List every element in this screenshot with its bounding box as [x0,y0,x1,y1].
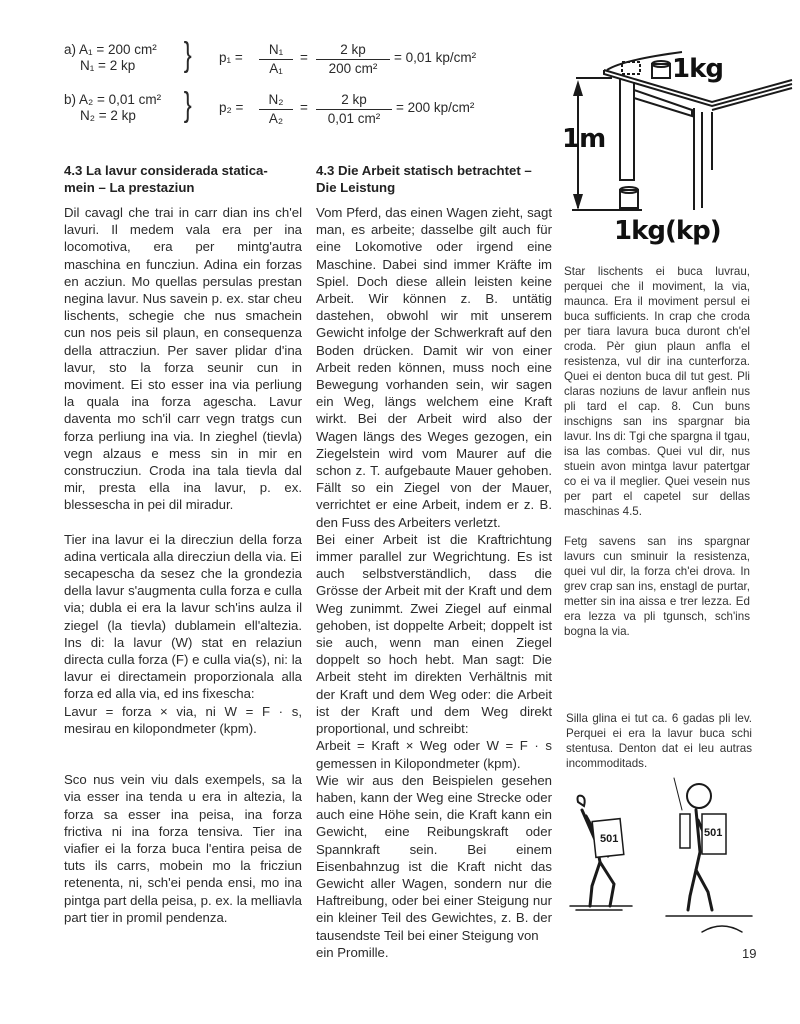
formula-label: a) [64,42,77,57]
brace-symbol: } [183,86,192,124]
right-column-moon-note [566,711,752,771]
moon-walker [666,778,752,932]
formula-result: = 0,01 kp/cm² [394,50,477,65]
fraction-denominator: A₂ [268,111,284,126]
section-heading-german [316,162,552,196]
fraction-numerator: N₁ [259,42,293,60]
formula-pressure-symbol: p₁ = [219,50,243,65]
fraction [316,92,392,127]
formula-pressure-symbol: p₂ = [219,100,244,115]
figure-table-weight [562,40,797,255]
section-heading-romansh [64,162,300,196]
box-label-moon: 501 [704,827,723,839]
figure-label-1kg-top: 1kg [672,54,723,84]
arrow-up-icon [573,80,583,96]
moon-walker-leg-left [688,870,696,910]
heading-line: 4.3 La lavur considerada statica- [64,163,268,178]
paragraph: Dil cavagl che trai in carr dian ins ch'el lavuri. Il medem vala era per ina locomotiva, era per mintg'autra maschina en funcziun. Adina ein forzas en acziun. Mo quellas persulas prestan negina lavur. Nus savein p. ex. star cheu lischents, schegie che nus smachein cun nos peis sil plaun, en consequenza della attracziun. Per saver plidar d'ina lavur, sto la forza seunir cun in moviment. Ei sto esser ina via perliung la quala ina forza agescha. Lavur daventa mo sch'il carr vegn tratgs cun forza perliung ina via. In zieghel (tievla) vegn alzaus e mess sin in mir en construcziun. Croda ina tala tievla dal mir, presta ella ina lavur, p. ex. blessescha in pei dil miradur. [64,205,302,513]
heading-line: Die Leistung [316,180,396,195]
formula-a [64,36,534,82]
brace-symbol: } [183,36,192,74]
fraction-denominator: A₁ [269,61,283,76]
figure-label-1kg-kp: 1kg(kp) [614,216,721,246]
formula-line: N₁ = 2 kp [80,58,136,73]
right-column-body [564,264,750,639]
formula-b [64,86,534,132]
paragraph: Fetg savens san ins spargnar lavurs cun sminuir la resistenza, quei vul dir, la forza ch'ei drova. In grev crap san ins, enstagl de purtar, metter sin ina aissa e trer lezza. Ed era lezza va pli tgunsch, sch'ins bogna la via. [564,535,750,638]
fraction-numerator: N₂ [259,92,293,110]
paragraph: ein Promille. [316,944,389,960]
heading-line: mein – La prestaziun [64,180,195,195]
fraction-numerator: 2 kp [316,92,392,110]
page-number: 19 [742,946,757,961]
heading-line: 4.3 Die Arbeit statisch betrachtet – [316,163,532,178]
paragraph: Tier ina lavur ei la direcziun della forza adina verticala alla direcziun della via. Ei secapescha da sesez che la grondezia della lavur s'augmenta culla forza e culla via; dubla ei era la lavur sch'ins aulza il ziegel (la tievla) dublamein ell'altezia. Ins di: la lavur (W) stat en relaziun directa culla forza (F) e culla via(s), ni: la lavur ei directamein proporzionala alla forza ed alla via, ed ins fixescha: [64,531,302,702]
earth-walker-head [578,796,585,806]
formula-line: A₂ = 0,01 cm² [79,92,162,107]
box-label-earth: 501 [600,833,619,845]
equals-sign: = [300,100,308,115]
fraction-denominator: 200 cm² [328,61,378,76]
fraction [259,92,293,127]
arrow-down-icon [573,194,583,210]
dashed-weight-outline [622,62,640,74]
table-leg-right [694,108,702,210]
formula-line: A₁ = 200 cm² [79,42,157,57]
paragraph: Vom Pferd, das einen Wagen zieht, sagt man, es arbeite; dasselbe gilt auch für eine Lokomotive oder irgend eine Maschine. Dabei sind immer Kräfte im Spiel. Doch diese allein leisten keine Arbeit. Wir können z. B. untätig dastehen, obwohl wir mit unserem Gewicht infolge der Schwerkraft auf den Boden drücken. Damit wir von einer Arbeit reden können, muss noch eine Bewegung vorhanden sein, wir sagen ein Weg, längs welchem eine Kraft wirkt. Bei der Arbeit wird also der Wagen längs des Weges gezogen, ein Ziegelstein wird vom Maurer auf die schon z. T. aufgebaute Mauer gehoben. Fällt so ein Ziegel von der Mauer, verrichtet er eine Arbeit, indem er z. B. den Fuss des Arbeiters verletzt. [316,205,552,530]
equals-sign: = [300,50,308,65]
fraction-numerator: 2 kp [316,42,390,60]
formula-result: = 200 kp/cm² [396,100,475,115]
fraction [259,42,293,77]
formula-b-given [64,92,184,124]
ground-line [570,906,632,910]
walkers-illustration [562,772,792,942]
antenna-line [674,778,682,810]
paragraph: Sco nus vein viu dals exempels, sa la via esser ina tenda u era in altezia, la forza sa esser ina peisa, ina forza frictiva ni ina forza tensiva. Tier ina viafier ei la forza buca l'entira peisa de tuts ils carrs, mobein mo la fricziun retenenta, ni, sch'ei penda ensi, mo ina pintga part della peisa, p. ex. la melliavla part tier in promil pendenza. [64,772,302,925]
formula-line: N₂ = 2 kp [80,108,136,123]
paragraph: Silla glina ei tut ca. 6 gadas pli lev. Perquei ei era la lavur buca schi stentusa. Denton dat ei leu autras incommoditads. [566,712,752,770]
left-column-body [64,204,302,926]
moon-walker-leg-right [696,870,712,910]
paragraph: Wie wir aus den Beispielen gesehen haben, kann der Weg eine Strecke oder auch eine Höhe sein, die Kraft kann ein Gewicht, eine Reibungskraft oder Spannkraft sein. Bei einem Eisenbahnzug ist die Kraft nicht das Gewicht aller Wagen, sondern nur die Haftreibung, oder bei einer Steigung nur ein kleiner Teil des Gewichtes, z. B. der tausendste Teil bei einer Steigung von [316,772,552,943]
formula-text: Lavur = forza × via, ni W = F · s, mesirau en kilopondmeter (kpm). [64,703,302,736]
crater-icon [702,926,742,932]
fraction-denominator: 0,01 cm² [327,111,381,126]
formula-label: b) [64,92,77,107]
paragraph: Star lischents ei buca luvrau, perquei che il moviment, la via, maunca. Era il moviment persul ei buca sufficients. In crap che croda per tiara lavura buca duront ch'el croda. Pèr giun plaun anfla el resistenza, vul dir ina cunterforza. Quei ei denton buca dil tut gest. Pli claras noziuns de lavur anflein nus pli tard el cap. 8. Cun buns inschigns san ins spargnar bia lavur. Ins di: Tgi che spargna il tgau, isa las combas. Quei vul dir, nus stuein avon mintga lavur patertgar co ei va il meglier. Quei vesein nus per part el capetel sur dellas maschinas 4.5. [564,265,750,518]
table-leg-front [620,78,634,180]
earth-walker-leg-right [600,862,614,906]
formula-text: Arbeit = Kraft × Weg oder W = F · s gemessen in Kilopondmeter (kpm). [316,738,552,771]
formula-a-given [64,42,184,74]
figure-walkers [562,772,792,942]
helmet-icon [687,784,711,808]
middle-column-body [316,204,552,961]
backpack [680,814,690,848]
earth-walker-leg-left [590,862,600,906]
paragraph: Bei einer Arbeit ist die Kraftrichtung immer parallel zur Wegrichtung. Es ist auch selbstverständlich, dass die Grösse der Arbeit mit der Kraft und dem Weg zunimmt. Zwei Ziegel auf einmal gehoben, ist doppelte Arbeit; doppelt ist sie auch, wenn man einen Ziegel doppelt so hoch hebt. Man sagt: Die Arbeit steht im direkten Verhältnis mit der Kraft und dem Weg oder: die Arbeit ist der Kraft und dem Weg direkt proportional, und schreibt: [316,531,552,737]
fraction [316,42,390,77]
figure-label-1m: 1m [562,124,606,154]
